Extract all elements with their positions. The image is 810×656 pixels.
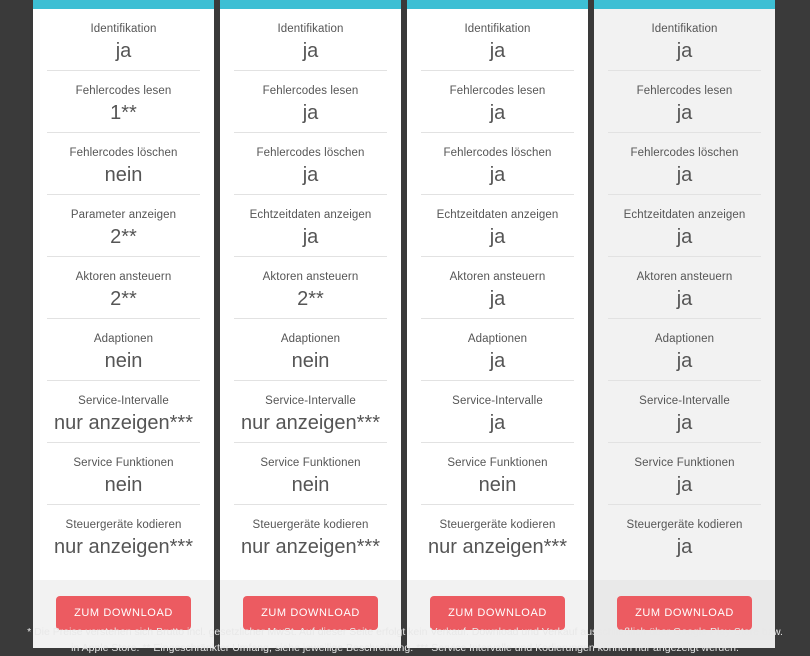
feature-label: Adaptionen xyxy=(280,333,341,345)
feature-row xyxy=(608,71,761,133)
feature-value: ja xyxy=(608,408,761,443)
feature-row xyxy=(421,133,574,195)
feature-row xyxy=(234,505,387,566)
plan-column xyxy=(33,0,214,648)
feature-row xyxy=(421,505,574,566)
feature-value: nein xyxy=(421,470,574,505)
feature-row xyxy=(421,443,574,505)
feature-label: Service-Intervalle xyxy=(78,395,169,407)
feature-label: Aktoren ansteuern xyxy=(75,271,172,283)
feature-value: nein xyxy=(234,346,387,381)
footnote-line-1: * Die Preise verstehen sich Brutto incl. gesetzlicher MwSt. Auf dieser Seite erfolgt kein Verkauf. Download und Verkauf ausschließlich über Google Play-Store bzw. xyxy=(27,626,783,638)
feature-list xyxy=(407,9,588,566)
feature-label: Adaptionen xyxy=(467,333,528,345)
feature-row xyxy=(421,319,574,381)
feature-value: ja xyxy=(608,346,761,381)
feature-label: Steuergeräte kodieren xyxy=(252,519,369,531)
feature-row xyxy=(608,319,761,381)
feature-label: Fehlercodes löschen xyxy=(630,147,739,159)
feature-label: Fehlercodes lesen xyxy=(75,85,172,97)
feature-row xyxy=(421,257,574,319)
feature-value: ja xyxy=(421,346,574,381)
feature-value: nein xyxy=(47,160,200,195)
feature-list xyxy=(594,9,775,566)
feature-row xyxy=(47,71,200,133)
feature-label: Service Funktionen xyxy=(73,457,174,469)
feature-value: ja xyxy=(608,36,761,71)
feature-label: Aktoren ansteuern xyxy=(449,271,546,283)
feature-label: Identifikation xyxy=(464,23,531,35)
feature-label: Steuergeräte kodieren xyxy=(626,519,743,531)
feature-value: ja xyxy=(234,222,387,257)
feature-value: ja xyxy=(608,470,761,505)
feature-label: Adaptionen xyxy=(654,333,715,345)
feature-label: Fehlercodes löschen xyxy=(69,147,178,159)
feature-value: ja xyxy=(421,36,574,71)
feature-value: ja xyxy=(421,408,574,443)
feature-label: Service Funktionen xyxy=(634,457,735,469)
feature-row xyxy=(608,505,761,566)
feature-value: ja xyxy=(608,284,761,319)
feature-row xyxy=(421,195,574,257)
plan-column xyxy=(220,0,401,648)
download-button[interactable]: ZUM DOWNLOAD xyxy=(56,596,191,630)
plan-column xyxy=(594,0,775,648)
feature-value: ja xyxy=(608,160,761,195)
feature-label: Fehlercodes lesen xyxy=(449,85,546,97)
feature-label: Service-Intervalle xyxy=(265,395,356,407)
feature-value: ja xyxy=(421,284,574,319)
feature-row xyxy=(47,381,200,443)
feature-row xyxy=(608,9,761,71)
feature-label: Aktoren ansteuern xyxy=(262,271,359,283)
feature-label: Echtzeitdaten anzeigen xyxy=(623,209,746,221)
feature-value: ja xyxy=(608,222,761,257)
feature-row xyxy=(234,319,387,381)
feature-label: Service Funktionen xyxy=(447,457,548,469)
feature-row xyxy=(234,257,387,319)
feature-label: Steuergeräte kodieren xyxy=(439,519,556,531)
feature-row xyxy=(234,443,387,505)
feature-label: Fehlercodes löschen xyxy=(443,147,552,159)
feature-value: ja xyxy=(47,36,200,71)
feature-value: ja xyxy=(234,98,387,133)
feature-row xyxy=(421,381,574,443)
feature-value: ja xyxy=(234,160,387,195)
footnote xyxy=(0,624,810,656)
feature-value: nur anzeigen*** xyxy=(54,536,193,558)
feature-value: 2** xyxy=(234,284,387,319)
feature-row xyxy=(47,195,200,257)
feature-label: Service Funktionen xyxy=(260,457,361,469)
feature-row xyxy=(234,381,387,443)
footnote-line-2: in Apple Store. ** Eingeschränkter Umfang, siehe jeweilige Beschreibung. *** Service Intervalle und Kodierungen können nur angezeigt werden. xyxy=(71,642,739,654)
feature-list xyxy=(220,9,401,566)
plan-accent-bar xyxy=(407,0,588,9)
feature-row xyxy=(47,9,200,71)
feature-value: 1** xyxy=(47,98,200,133)
feature-label: Echtzeitdaten anzeigen xyxy=(249,209,372,221)
feature-row xyxy=(234,71,387,133)
feature-list xyxy=(33,9,214,566)
plan-accent-bar xyxy=(594,0,775,9)
feature-label: Service-Intervalle xyxy=(452,395,543,407)
feature-value: nein xyxy=(47,346,200,381)
feature-row xyxy=(421,71,574,133)
feature-label: Identifikation xyxy=(90,23,157,35)
feature-row xyxy=(234,9,387,71)
feature-row xyxy=(47,133,200,195)
plan-column xyxy=(407,0,588,648)
feature-value: nein xyxy=(47,470,200,505)
plan-accent-bar xyxy=(220,0,401,9)
feature-value: ja xyxy=(421,160,574,195)
feature-value: ja xyxy=(421,222,574,257)
feature-value: 2** xyxy=(47,222,200,257)
plan-accent-bar xyxy=(33,0,214,9)
feature-value: nein xyxy=(234,470,387,505)
feature-row xyxy=(421,9,574,71)
feature-row xyxy=(608,195,761,257)
feature-row xyxy=(47,319,200,381)
feature-row xyxy=(47,505,200,566)
feature-label: Identifikation xyxy=(277,23,344,35)
feature-label: Steuergeräte kodieren xyxy=(65,519,182,531)
feature-value: nur anzeigen*** xyxy=(234,408,387,443)
download-button[interactable]: ZUM DOWNLOAD xyxy=(430,596,565,630)
feature-row xyxy=(608,257,761,319)
feature-value: ja xyxy=(608,98,761,133)
feature-value: ja xyxy=(421,98,574,133)
feature-value: ja xyxy=(676,536,693,558)
feature-row xyxy=(47,443,200,505)
feature-label: Fehlercodes lesen xyxy=(636,85,733,97)
feature-label: Service-Intervalle xyxy=(639,395,730,407)
feature-row xyxy=(608,443,761,505)
feature-value: nur anzeigen*** xyxy=(428,536,567,558)
feature-row xyxy=(234,133,387,195)
feature-value: nur anzeigen*** xyxy=(241,536,380,558)
feature-label: Aktoren ansteuern xyxy=(636,271,733,283)
feature-value: 2** xyxy=(47,284,200,319)
feature-value: nur anzeigen*** xyxy=(47,408,200,443)
feature-row xyxy=(234,195,387,257)
feature-row xyxy=(47,257,200,319)
feature-row xyxy=(608,133,761,195)
feature-label: Adaptionen xyxy=(93,333,154,345)
feature-label: Echtzeitdaten anzeigen xyxy=(436,209,559,221)
feature-label: Fehlercodes löschen xyxy=(256,147,365,159)
feature-label: Fehlercodes lesen xyxy=(262,85,359,97)
feature-label: Parameter anzeigen xyxy=(70,209,177,221)
feature-value: ja xyxy=(234,36,387,71)
feature-row xyxy=(608,381,761,443)
feature-label: Identifikation xyxy=(651,23,718,35)
download-button[interactable]: ZUM DOWNLOAD xyxy=(617,596,752,630)
download-button[interactable]: ZUM DOWNLOAD xyxy=(243,596,378,630)
